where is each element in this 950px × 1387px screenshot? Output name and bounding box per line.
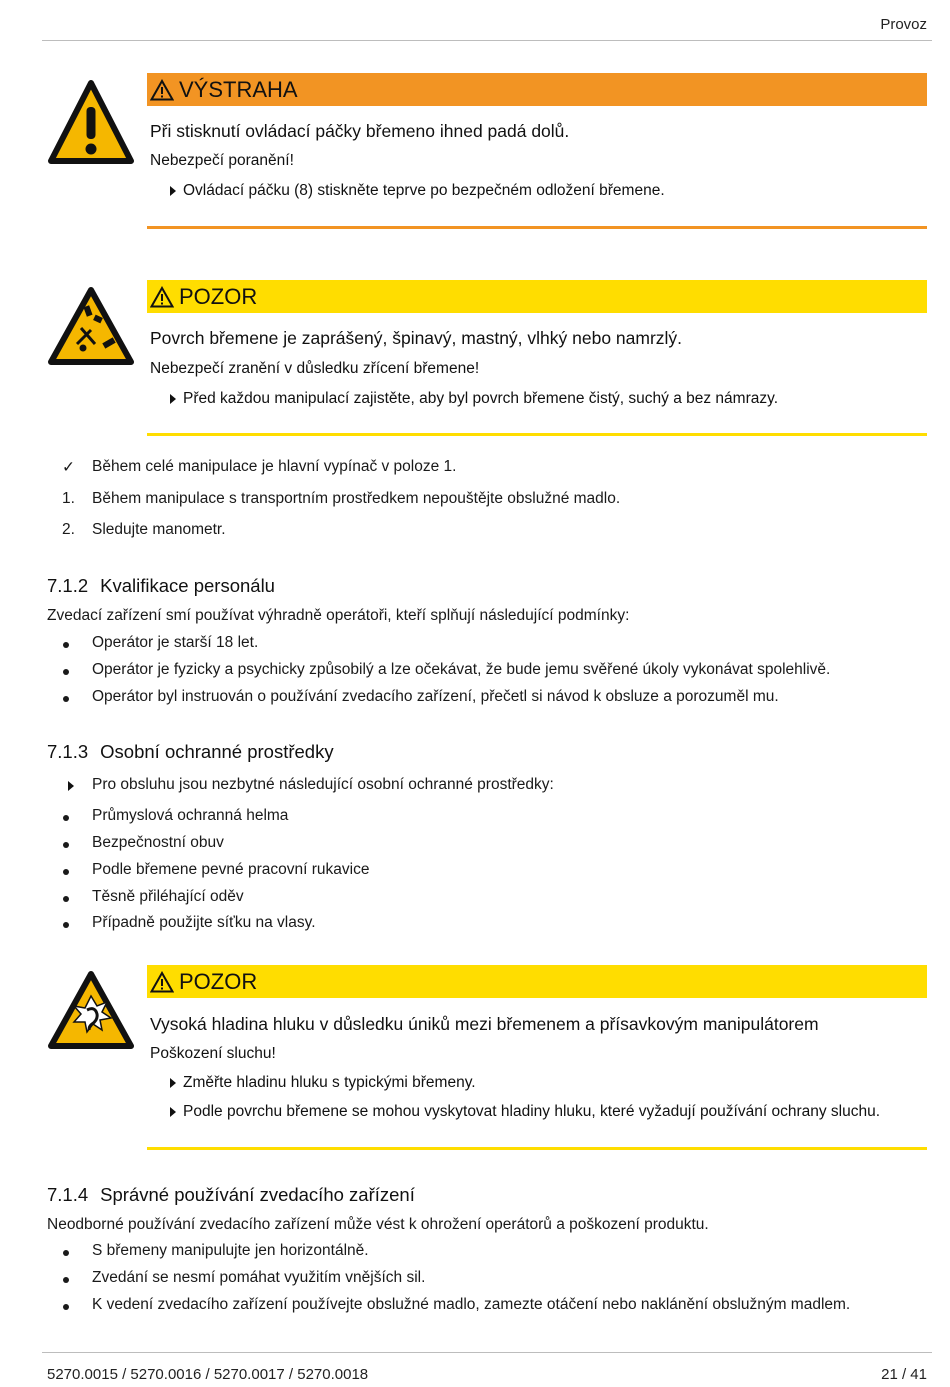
caution-bottom-rule xyxy=(147,433,927,436)
section-title: Kvalifikace personálu xyxy=(100,575,275,596)
section-title: Osobní ochranné prostředky xyxy=(100,741,334,762)
noise-hearing-warning-icon xyxy=(47,970,135,1050)
list-item-text: S břemeny manipulujte jen horizontálně. xyxy=(92,1242,369,1259)
list-item-text: Zvedání se nesmí pomáhat využitím vnějších sil. xyxy=(92,1269,426,1286)
warning-triangle-icon xyxy=(150,286,174,308)
caution-step xyxy=(170,1074,476,1092)
bullet-icon xyxy=(63,642,69,648)
caution-label: POZOR xyxy=(179,283,258,309)
list-item-text: Operátor je starší 18 let. xyxy=(92,634,259,651)
bullet-icon xyxy=(63,1277,69,1283)
caution-banner xyxy=(147,965,927,998)
caution-title: Vysoká hladina hluku v důsledku úniků mezi břemenem a přísavkovým manipulátorem xyxy=(150,1014,819,1034)
warning-triangle-icon xyxy=(150,971,174,993)
caution-bottom-rule xyxy=(147,1147,927,1150)
warning-triangle-icon xyxy=(150,79,174,101)
list-item-text: Průmyslová ochranná helma xyxy=(92,807,289,824)
warning-step xyxy=(170,182,665,200)
caution-step-text: Podle povrchu břemene se mohou vyskytovat hladiny hluku, které vyžadují používání ochrany sluchu. xyxy=(183,1103,881,1120)
list-item-text: Bezpečnostní obuv xyxy=(92,834,224,851)
caution-step xyxy=(170,390,778,408)
section-number: 7.1.4 xyxy=(47,1184,89,1205)
caution-hazard: Poškození sluchu! xyxy=(150,1045,276,1062)
step-text: Sledujte manometr. xyxy=(92,521,226,538)
footer-page-number: 21 / 41 xyxy=(881,1366,927,1383)
warning-label: VÝSTRAHA xyxy=(179,76,298,102)
general-warning-icon xyxy=(47,79,135,165)
bullet-icon xyxy=(63,842,69,848)
section-heading-7-1-4 xyxy=(47,1184,415,1206)
bullet-icon xyxy=(63,896,69,902)
caution-label: POZOR xyxy=(179,968,258,994)
list-item-text: Operátor byl instruován o používání zvedacího zařízení, přečetl si návod k obsluze a porozuměl mu. xyxy=(92,688,779,705)
step-arrow-icon xyxy=(170,394,176,404)
caution-title: Povrch břemene je zaprášený, špinavý, mastný, vlhký nebo namrzlý. xyxy=(150,328,683,348)
caution-step-text: Změřte hladinu hluku s typickými břemeny. xyxy=(183,1074,476,1091)
section-title: Správné používání zvedacího zařízení xyxy=(100,1184,415,1205)
section-number: 7.1.3 xyxy=(47,741,89,762)
step-text: Během manipulace s transportním prostředkem nepouštějte obslužné madlo. xyxy=(92,490,621,507)
warning-bottom-rule xyxy=(147,226,927,229)
precondition-text: Během celé manipulace je hlavní vypínač v poloze 1. xyxy=(92,458,457,475)
list-item-text: K vedení zvedacího zařízení používejte obslužné madlo, zamezte otáčení nebo naklánění obslužným madlem. xyxy=(92,1296,851,1313)
caution-banner xyxy=(147,280,927,313)
checkmark-icon: ✓ xyxy=(62,459,75,476)
bullet-icon xyxy=(63,869,69,875)
section-heading-7-1-2 xyxy=(47,575,275,597)
list-item-text: Těsně přiléhající oděv xyxy=(92,888,244,905)
warning-banner xyxy=(147,73,927,106)
list-item-text: Případně použijte síťku na vlasy. xyxy=(92,914,316,931)
bullet-icon xyxy=(63,922,69,928)
warning-step-text: Ovládací páčku (8) stiskněte teprve po bezpečném odložení břemene. xyxy=(183,182,665,199)
step-number: 1. xyxy=(62,490,75,507)
header-rule xyxy=(42,40,932,41)
bullet-icon xyxy=(63,1304,69,1310)
footer-part-numbers: 5270.0015 / 5270.0016 / 5270.0017 / 5270.0018 xyxy=(47,1366,369,1383)
bullet-icon xyxy=(63,815,69,821)
section-number: 7.1.2 xyxy=(47,575,89,596)
step-arrow-icon xyxy=(170,186,176,196)
footer-rule xyxy=(42,1352,932,1353)
list-item-text: Operátor je fyzicky a psychicky způsobilý a lze očekávat, že bude jemu svěřené úkoly vykonávat spolehlivě. xyxy=(92,661,831,678)
warning-title: Při stisknutí ovládací páčky břemeno ihned padá dolů. xyxy=(150,121,570,141)
step-arrow-icon xyxy=(68,781,74,791)
header-section-name: Provoz xyxy=(880,16,927,33)
caution-step xyxy=(170,1103,880,1121)
step-number: 2. xyxy=(62,521,75,538)
bullet-icon xyxy=(63,696,69,702)
caution-step-text: Před každou manipulací zajistěte, aby byl povrch břemene čistý, suchý a bez námrazy. xyxy=(183,390,779,407)
warning-hazard: Nebezpečí poranění! xyxy=(150,152,294,169)
instruction-text: Pro obsluhu jsou nezbytné následující osobní ochranné prostředky: xyxy=(92,776,554,793)
step-arrow-icon xyxy=(170,1107,176,1117)
section-intro: Zvedací zařízení smí používat výhradně operátoři, kteří splňují následující podmínky: xyxy=(47,607,630,624)
list-item-text: Podle břemene pevné pracovní rukavice xyxy=(92,861,370,878)
bullet-icon xyxy=(63,669,69,675)
caution-hazard: Nebezpečí zranění v důsledku zřícení břemene! xyxy=(150,360,480,377)
step-arrow-icon xyxy=(170,1078,176,1088)
bullet-icon xyxy=(63,1250,69,1256)
section-intro: Neodborné používání zvedacího zařízení může vést k ohrožení operátorů a poškození produktu. xyxy=(47,1216,709,1233)
falling-load-warning-icon xyxy=(47,286,135,366)
section-heading-7-1-3 xyxy=(47,741,334,763)
